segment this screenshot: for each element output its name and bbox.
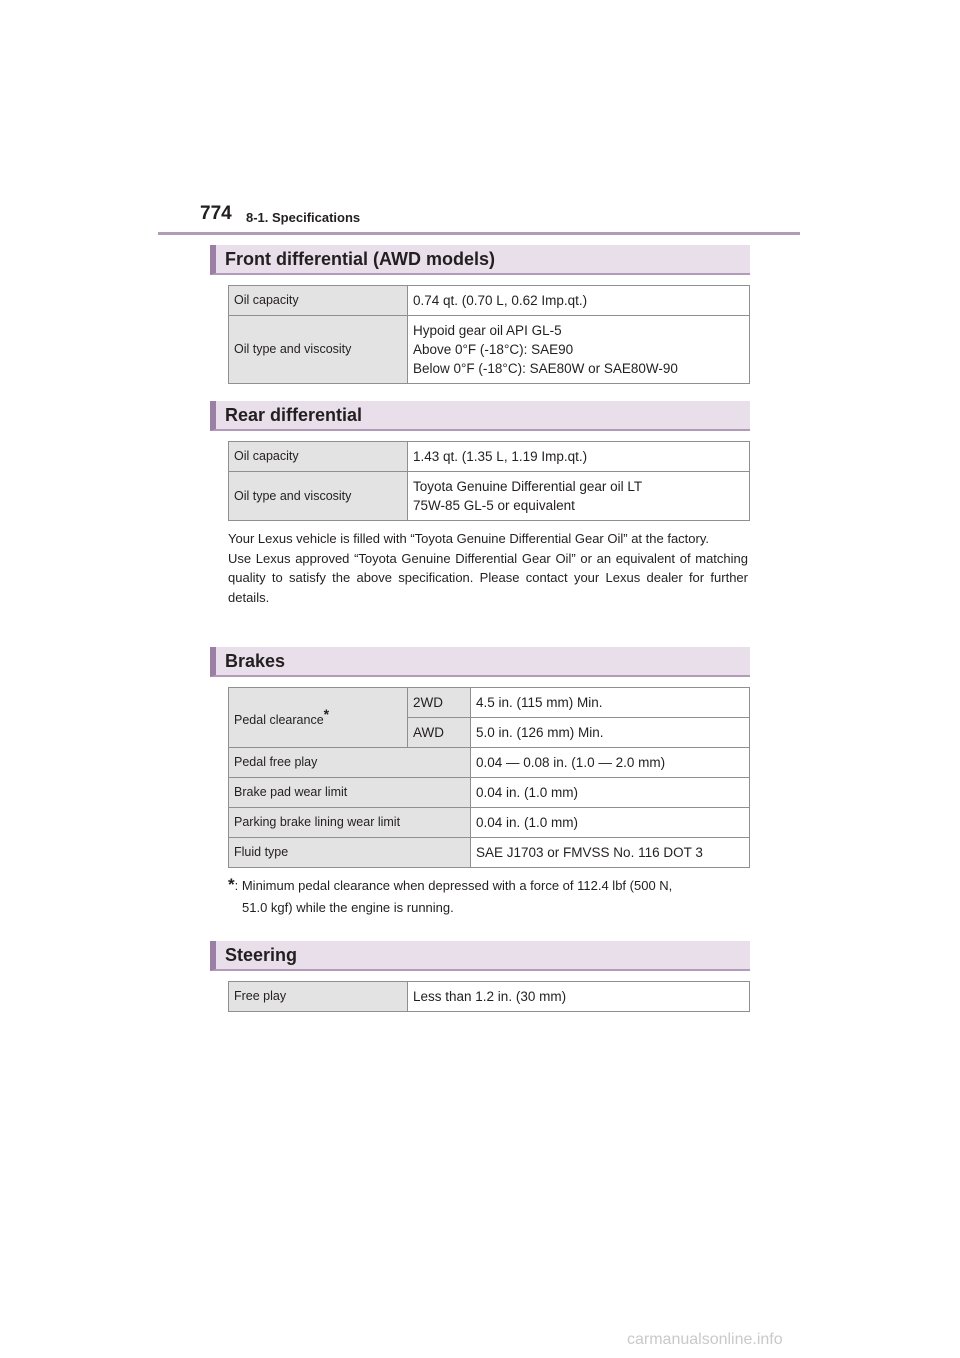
variant-label: AWD [408, 718, 471, 748]
variant-label: 2WD [408, 688, 471, 718]
steering-title: Steering [225, 945, 298, 965]
front-differential-title: Front differential (AWD models) [225, 249, 495, 269]
note-paragraph: Your Lexus vehicle is filled with “Toyota Genuine Differential Gear Oil” at the factory. [228, 531, 709, 546]
page-number: 774 [200, 203, 232, 224]
section-breadcrumb: 8-1. Specifications [246, 210, 361, 225]
rear-differential-table [228, 441, 750, 521]
spec-value: SAE J1703 or FMVSS No. 116 DOT 3 [471, 838, 750, 868]
spec-value: 4.5 in. (115 mm) Min. [471, 688, 750, 718]
spec-value: Less than 1.2 in. (30 mm) [408, 982, 750, 1012]
brakes-footnote [228, 874, 750, 919]
spec-value [408, 472, 750, 521]
spec-label: Free play [229, 982, 408, 1012]
table-row [229, 778, 750, 808]
spec-label [229, 688, 408, 748]
table-row [229, 472, 750, 521]
spec-value: 0.04 in. (1.0 mm) [471, 778, 750, 808]
brakes-table [228, 687, 750, 868]
spec-value-line: 75W-85 GL-5 or equivalent [413, 498, 575, 513]
table-row [229, 748, 750, 778]
footnote-text: 51.0 kgf) while the engine is running. [242, 900, 454, 915]
spec-label: Fluid type [229, 838, 471, 868]
spec-value: 0.04 — 0.08 in. (1.0 — 2.0 mm) [471, 748, 750, 778]
table-row [229, 286, 750, 316]
spec-value-line: Toyota Genuine Differential gear oil LT [413, 479, 643, 494]
front-differential-table [228, 285, 750, 384]
footnote-marker: * [323, 705, 330, 722]
spec-value-line: Hypoid gear oil API GL-5 [413, 323, 562, 338]
spec-label: Pedal free play [229, 748, 471, 778]
brakes-title: Brakes [225, 651, 286, 671]
table-row [229, 316, 750, 384]
spec-value: 1.43 qt. (1.35 L, 1.19 Imp.qt.) [408, 442, 750, 472]
spec-value: 0.04 in. (1.0 mm) [471, 808, 750, 838]
table-row [229, 808, 750, 838]
spec-value: 5.0 in. (126 mm) Min. [471, 718, 750, 748]
spec-label: Oil capacity [229, 286, 408, 316]
header-rule [158, 232, 800, 235]
note-paragraph: Use Lexus approved “Toyota Genuine Differential Gear Oil” or an equivalent of matching quality to satisfy the above specification. Please contact your Lexus dealer for further details. [228, 550, 748, 605]
brakes-heading [210, 647, 750, 677]
footnote-marker: * [228, 875, 235, 894]
table-row [229, 688, 750, 718]
spec-label: Oil type and viscosity [229, 472, 408, 521]
spec-value-line: Above 0°F (-18°C): SAE90 [413, 342, 574, 357]
spec-value-line: Below 0°F (-18°C): SAE80W or SAE80W-90 [413, 361, 678, 376]
spec-label: Oil type and viscosity [229, 316, 408, 384]
watermark: carmanualsonline.info [627, 1331, 783, 1348]
table-row [229, 838, 750, 868]
table-row [229, 982, 750, 1012]
steering-table [228, 981, 750, 1012]
spec-label: Oil capacity [229, 442, 408, 472]
spec-value: 0.74 qt. (0.70 L, 0.62 Imp.qt.) [408, 286, 750, 316]
rear-differential-heading [210, 401, 750, 431]
pedal-clearance-label: Pedal clearance [234, 713, 324, 728]
footnote-text: : Minimum pedal clearance when depressed with a force of 112.4 lbf (500 N, [234, 878, 673, 893]
spec-label: Parking brake lining wear limit [229, 808, 471, 838]
rear-differential-title: Rear differential [225, 405, 363, 425]
table-row [229, 442, 750, 472]
rear-differential-note [228, 529, 748, 607]
steering-heading [210, 941, 750, 971]
spec-value [408, 316, 750, 384]
front-differential-heading [210, 245, 750, 275]
spec-label: Brake pad wear limit [229, 778, 471, 808]
